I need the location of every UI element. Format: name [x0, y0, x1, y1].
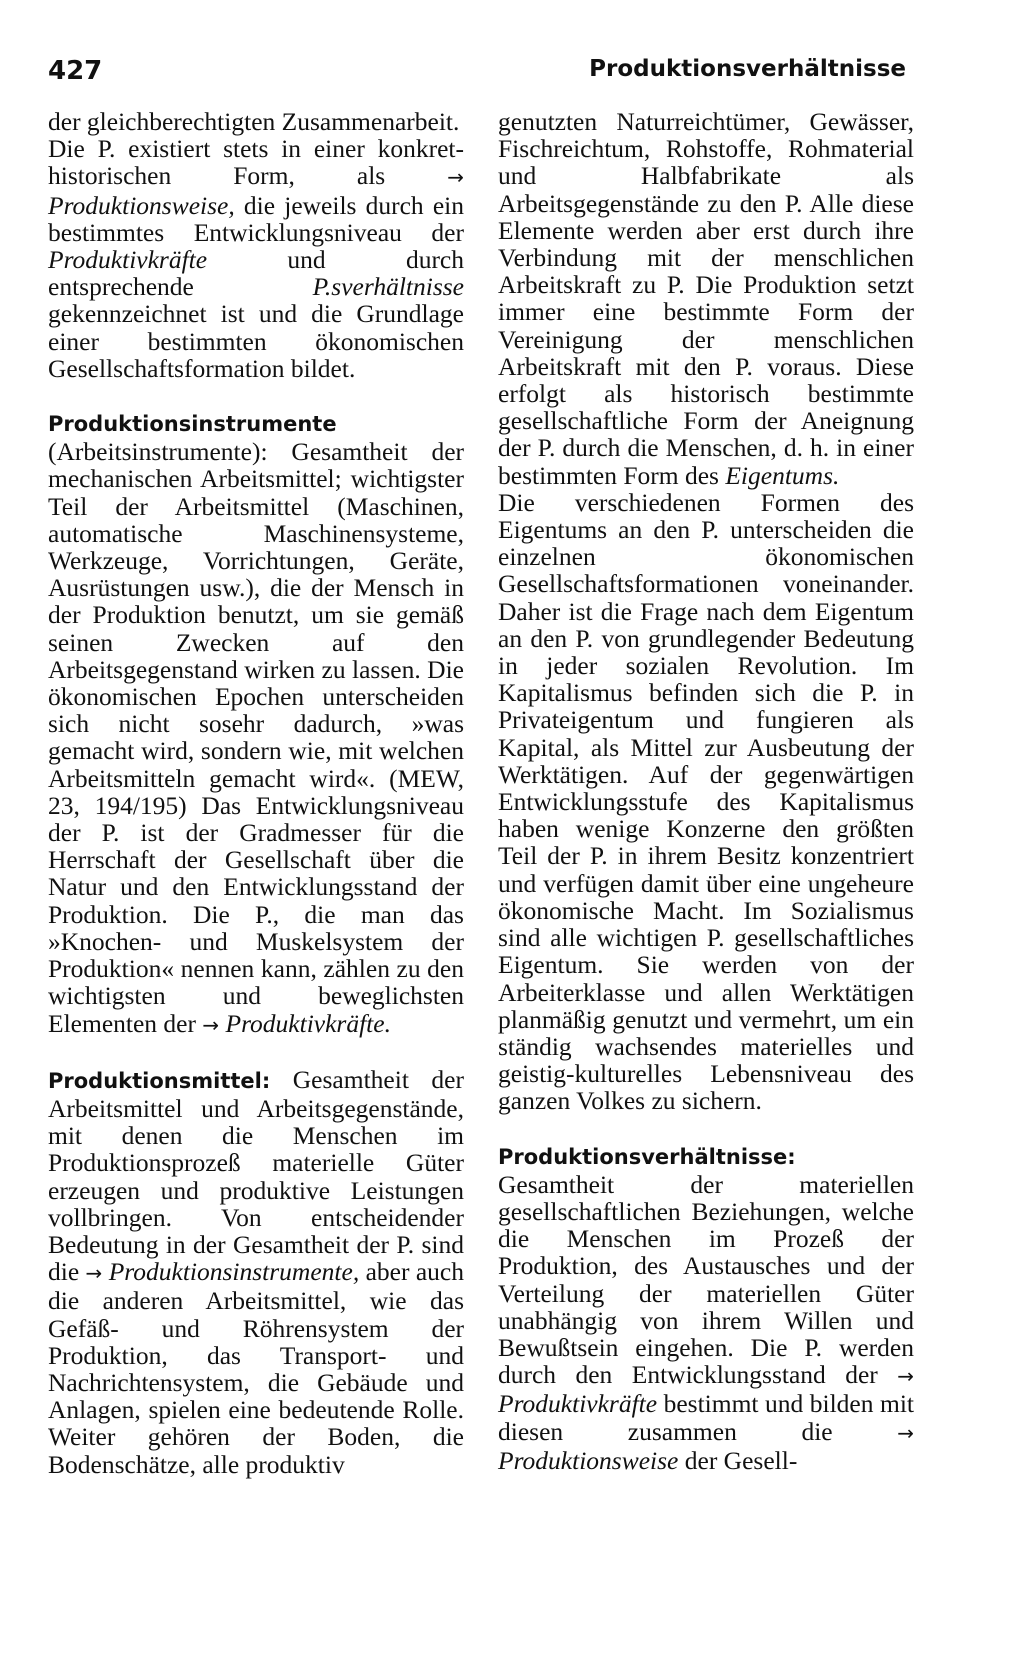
cross-reference: Produktivkräfte	[48, 245, 208, 275]
cross-reference: Produktionsinstrumente,	[108, 1257, 360, 1287]
arrow-icon: →	[897, 1364, 914, 1389]
cross-reference: Produktionsweise	[498, 1445, 679, 1475]
cross-reference: Eigentums.	[725, 460, 840, 490]
arrow-icon: →	[897, 1420, 914, 1445]
entry-text: Gesamtheit der materiellen gesellschaftlichen Beziehungen, welche die Menschen im Prozeß der Produktion, des Austausches und der Verteilung der materiellen Güter unabhängig von ihrem Willen und Bewußtsein eingehen. Die P. werden durch den Entwicklungsstand der	[498, 1169, 914, 1390]
entry-produktionsmittel	[48, 1066, 464, 1478]
entry-continuation	[498, 108, 914, 489]
right-column	[498, 108, 914, 1474]
paragraph-eigentum	[498, 489, 914, 1115]
entry-text: genutzten Naturreichtümer, Gewässer, Fischreichtum, Rohstoffe, Rohmaterial und Halbfabrikate als Arbeitsgegenstände zu den P. Alle diese Elemente werden aber erst durch ihre Verbindung mit der menschlichen Arbeitskraft zu P. Die Produktion setzt immer eine bestimmte Form der Vereinigung der menschlichen Arbeitskraft mit den P. voraus. Diese erfolgt als historisch bestimmte gesellschaftliche Form der Aneignung der P. durch die Menschen, d. h. in einer bestimmten Form des	[498, 107, 914, 490]
arrow-icon: →	[202, 1012, 220, 1037]
entry-text: aber auch die anderen Arbeitsmittel, wie das Gefäß- und Röhrensystem der Produktion, das Transport- und Nachrichtensystem, die Gebäude und Anlagen, spielen eine bedeutende Rolle. Weiter gehören der Boden, die Bodenschätze, alle produktiv	[48, 1257, 464, 1479]
cross-reference: P.sverhältnisse	[312, 272, 464, 302]
page-number: 427	[48, 56, 103, 86]
arrow-icon: →	[447, 165, 464, 190]
paragraph-text: die jeweils durch ein bestimmtes Entwicklungsniveau der	[48, 190, 464, 247]
paragraph-text: der gleichberechtigten Zusammenarbeit.	[48, 107, 460, 136]
paragraph-form	[48, 135, 464, 382]
cross-reference: Produktivkräfte.	[225, 1008, 391, 1038]
entry-text: Gesamtheit der Arbeitsmittel und Arbeitsgegenstände, mit denen die Menschen im Produktionsprozeß materielle Güter erzeugen und produktive Leistungen vollbringen. Von entscheidender Bedeutung in der Gesamtheit der P. sind die	[48, 1064, 464, 1287]
paragraph-text: Die P. existiert stets in einer konkret-historischen Form, als	[48, 134, 464, 191]
cross-reference: Produktionsweise,	[48, 190, 235, 220]
entry-produktionsverhaeltnisse	[498, 1142, 914, 1474]
entry-text: (Arbeitsinstrumente): Gesamtheit der mechanischen Arbeitsmittel; wichtigster Teil der Arbeitsmittel (Maschinen, automatische Maschinensysteme, Werkzeuge, Vorrichtungen, Geräte, Ausrüstungen usw.), die der Mensch in der Produktion benutzt, um sie gemäß seinen Zwecken auf den Arbeitsgegenstand wirken zu lassen. Die ökonomischen Epochen unterscheiden sich nicht sosehr dadurch, »was gemacht wird, sondern wie, mit welchen Arbeitsmitteln gemacht wird«. (MEW, 23, 194/195) Das Entwicklungsniveau der P. ist der Gradmesser für die Herrschaft der Gesellschaft über die Natur und den Entwicklungsstand der Produktion. Die P., die man das »Knochen- und Muskelsystem der Produktion« nennen kann, zählen zu den wichtigsten und beweglichsten Elementen der	[48, 437, 464, 1038]
running-head: Produktionsverhältnisse	[589, 56, 906, 82]
arrow-icon: →	[85, 1261, 103, 1286]
entry-produktionsinstrumente	[48, 409, 464, 1039]
left-column	[48, 108, 464, 1478]
paragraph-continuation	[48, 108, 464, 135]
entry-term: Produktionsinstrumente	[48, 412, 337, 437]
paragraph-text: Die verschiedenen Formen des Eigentums an den P. unterscheiden die einzelnen ökonomischen Gesellschaftsformationen voneinander. Daher ist die Frage nach dem Eigentum an den P. von grundlegender Bedeutung in jeder sozialen Revolution. Im Kapitalismus befinden sich die P. in Privateigentum und fungieren als Kapital, als Mittel zur Ausbeutung der Werktätigen. Auf der gegenwärtigen Entwicklungsstufe des Kapitalismus haben wenige Konzerne den größten Teil der P. in ihrem Besitz konzentriert und verfügen damit über eine ungeheure ökonomische Macht. Im Sozialismus sind alle wichtigen P. gesellschaftliches Eigentum. Sie werden von der Arbeiterklasse und allen Werktätigen planmäßig genutzt und vermehrt, um ein ständig wachsendes materielles und geistig-kulturelles Lebensniveau des ganzen Volkes zu sichern.	[498, 487, 914, 1116]
paragraph-text: gekennzeichnet ist und die Grundlage einer bestimmten ökonomischen Gesellschaftsformation bildet.	[48, 299, 464, 383]
entry-term: Produktionsmittel:	[48, 1068, 271, 1093]
cross-reference: Produktivkräfte	[498, 1389, 658, 1419]
paragraph-text: und durch entsprechende	[48, 245, 464, 302]
entry-text: der Gesell-	[684, 1445, 798, 1475]
entry-text: bestimmt und bilden mit diesen zusammen die	[498, 1389, 914, 1446]
entry-term: Produktionsverhältnisse:	[498, 1144, 796, 1169]
